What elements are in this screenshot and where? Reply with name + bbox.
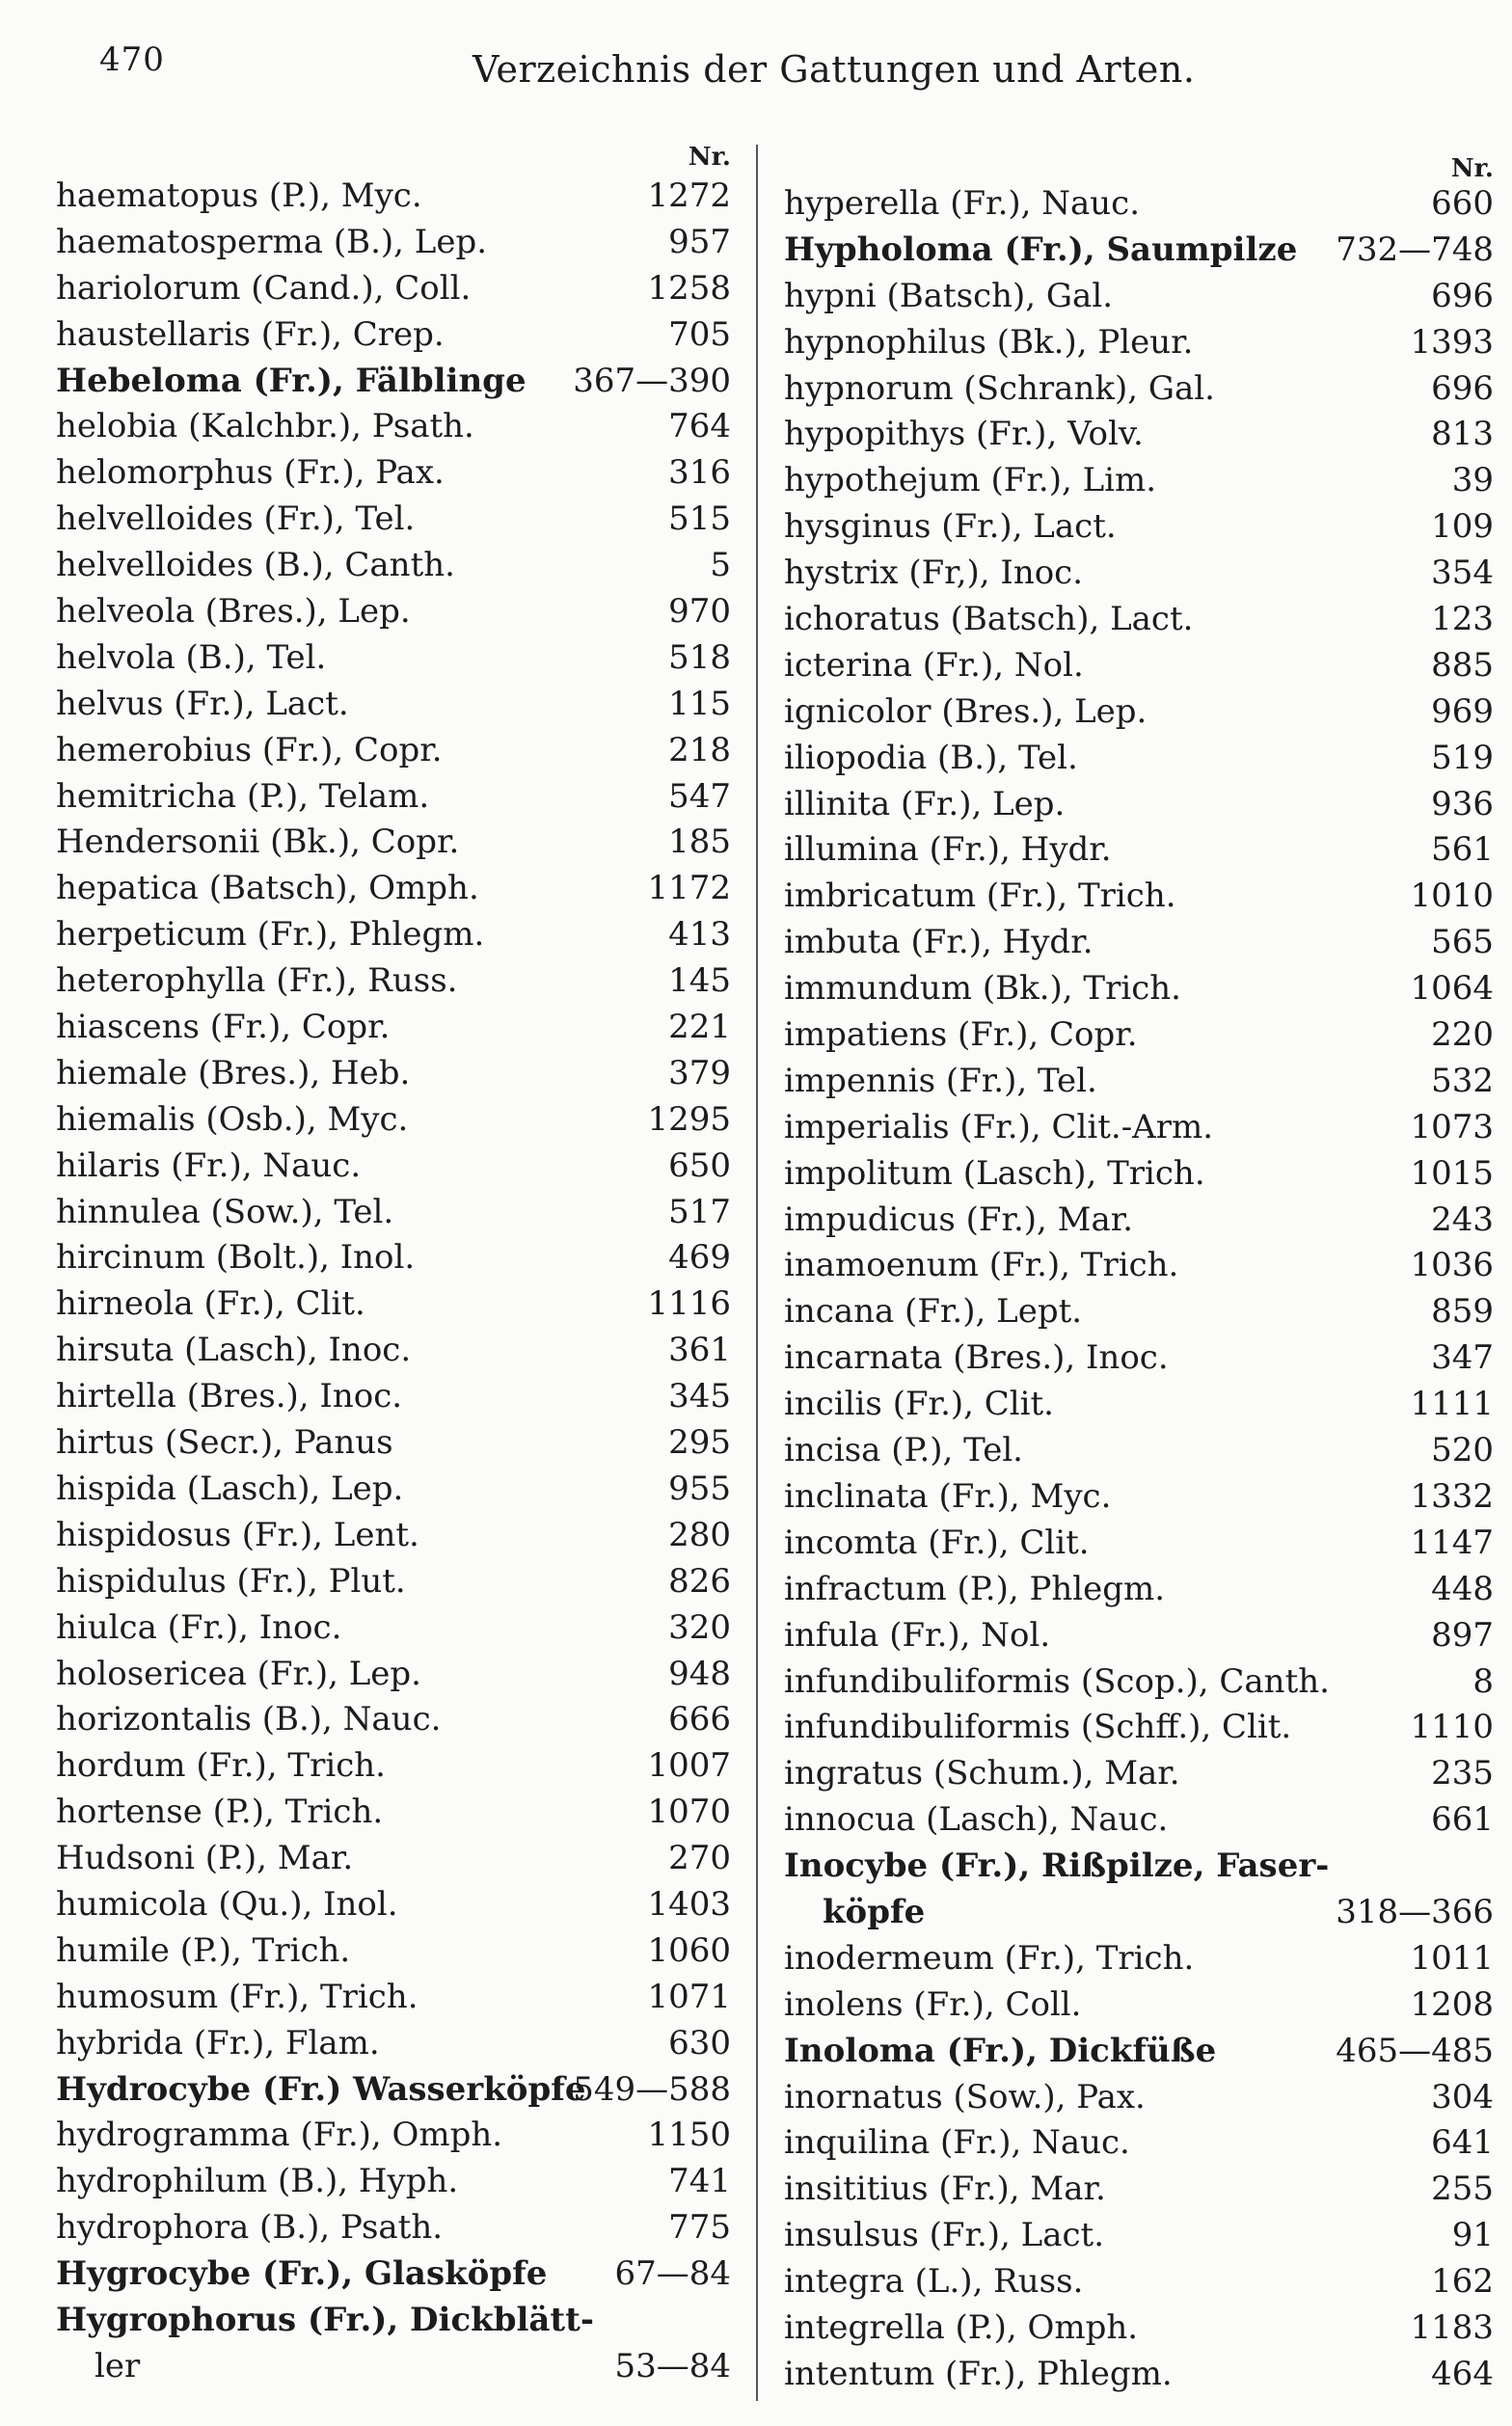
genus-entry xyxy=(784,1844,1494,1890)
entry-number: 91 xyxy=(1451,2216,1494,2255)
species-entry xyxy=(784,1428,1494,1474)
entry-name: hariolorum (Cand.), Coll. xyxy=(56,268,472,308)
entry-name: inodermeum (Fr.), Trich. xyxy=(784,1938,1195,1978)
entry-number: 1295 xyxy=(647,1099,731,1139)
entry-name: horizontalis (B.), Nauc. xyxy=(56,1700,442,1739)
species-entry xyxy=(784,1705,1494,1751)
entry-number: 957 xyxy=(668,222,731,261)
species-entry xyxy=(784,1936,1494,1982)
species-entry xyxy=(56,220,731,266)
entry-number: 775 xyxy=(668,2208,731,2248)
index-column-right xyxy=(784,154,1494,2398)
entry-name: insititius (Fr.), Mar. xyxy=(784,2170,1106,2209)
entry-name: hysginus (Fr.), Lact. xyxy=(784,507,1117,547)
entry-name: herpeticum (Fr.), Phlegm. xyxy=(56,915,485,955)
entry-name: immundum (Bk.), Trich. xyxy=(784,969,1181,1009)
entry-name: helvola (B.), Tel. xyxy=(56,637,327,677)
species-entry xyxy=(56,1836,731,1882)
entry-number: 1172 xyxy=(647,869,731,908)
entry-name: helobia (Kalchbr.), Psath. xyxy=(56,407,474,446)
entry-name: integrella (P.), Omph. xyxy=(784,2307,1139,2347)
entry-number: 413 xyxy=(668,915,731,955)
species-entry xyxy=(784,966,1494,1012)
species-entry xyxy=(56,1420,731,1467)
entry-number: 218 xyxy=(668,730,731,769)
entry-number: 304 xyxy=(1431,2077,1494,2116)
entry-number: 185 xyxy=(668,822,731,862)
entry-number: 1011 xyxy=(1410,1938,1494,1978)
entry-number: 705 xyxy=(668,314,731,354)
entry-number: 1110 xyxy=(1410,1708,1494,1747)
species-entry xyxy=(56,635,731,682)
entry-number: 859 xyxy=(1431,1292,1494,1332)
entry-name: hirtella (Bres.), Inoc. xyxy=(56,1377,403,1416)
entry-number: 897 xyxy=(1431,1615,1494,1655)
entry-name: haematosperma (B.), Lep. xyxy=(56,222,488,261)
genus-entry xyxy=(784,2029,1494,2075)
entry-number: 520 xyxy=(1431,1431,1494,1470)
entry-number: 696 xyxy=(1431,276,1494,315)
entry-number: 1332 xyxy=(1410,1476,1494,1516)
entry-name: impudicus (Fr.), Mar. xyxy=(784,1200,1134,1239)
species-entry xyxy=(784,1982,1494,2029)
entry-number: 243 xyxy=(1431,1200,1494,1239)
species-entry xyxy=(784,274,1494,320)
entry-number: 5 xyxy=(710,546,731,585)
entry-name: humosum (Fr.), Trich. xyxy=(56,1977,418,2016)
entry-name: hydrophora (B.), Psath. xyxy=(56,2208,444,2248)
entry-number: 347 xyxy=(1431,1338,1494,1378)
species-entry xyxy=(784,504,1494,551)
genus-entry xyxy=(56,2067,731,2114)
entry-name: hemerobius (Fr.), Copr. xyxy=(56,730,443,769)
entry-number: 1111 xyxy=(1410,1385,1494,1424)
entry-number: 561 xyxy=(1431,830,1494,870)
entry-number: 519 xyxy=(1431,738,1494,777)
entry-name: hydrophilum (B.), Hyph. xyxy=(56,2162,459,2201)
entry-name: hybrida (Fr.), Flam. xyxy=(56,2023,380,2062)
species-entry xyxy=(56,404,731,450)
entry-name: helvus (Fr.), Lact. xyxy=(56,684,349,723)
entry-name: impennis (Fr.), Tel. xyxy=(784,1061,1097,1100)
entry-number: 741 xyxy=(668,2162,731,2201)
entry-name: holosericea (Fr.), Lep. xyxy=(56,1654,421,1693)
species-entry xyxy=(56,497,731,543)
entry-name: Hygrocybe (Fr.), Glasköpfe xyxy=(56,2254,548,2294)
species-entry xyxy=(56,1281,731,1328)
species-entry xyxy=(784,366,1494,413)
entry-name: icterina (Fr.), Nol. xyxy=(784,645,1084,685)
entry-name: infula (Fr.), Nol. xyxy=(784,1615,1051,1655)
entry-number: 666 xyxy=(668,1700,731,1739)
species-entry xyxy=(784,1151,1494,1198)
entry-name: hiulca (Fr.), Inoc. xyxy=(56,1607,342,1647)
entry-number: 630 xyxy=(668,2023,731,2062)
entry-name: hyperella (Fr.), Nauc. xyxy=(784,184,1141,223)
species-entry xyxy=(784,1289,1494,1335)
entry-name: hordum (Fr.), Trich. xyxy=(56,1746,386,1786)
entry-number: 145 xyxy=(668,961,731,1001)
entry-name: helomorphus (Fr.), Pax. xyxy=(56,453,445,493)
entry-number: 1272 xyxy=(647,176,731,215)
entry-number: 1015 xyxy=(1410,1153,1494,1193)
entry-number: 948 xyxy=(668,1654,731,1693)
entry-name: ler xyxy=(94,2346,141,2386)
species-entry xyxy=(56,1743,731,1790)
entry-number: 813 xyxy=(1431,415,1494,454)
entry-number: 1403 xyxy=(647,1884,731,1924)
species-entry xyxy=(784,643,1494,689)
species-entry xyxy=(784,2075,1494,2121)
entry-name: iliopodia (B.), Tel. xyxy=(784,738,1078,777)
entry-number: 955 xyxy=(668,1469,731,1508)
species-entry xyxy=(784,827,1494,874)
entry-number: 123 xyxy=(1431,600,1494,639)
entry-number: 361 xyxy=(668,1331,731,1370)
species-entry xyxy=(784,2352,1494,2398)
entry-name: innocua (Lasch), Nauc. xyxy=(784,1800,1169,1840)
entry-name: hiemale (Bres.), Heb. xyxy=(56,1053,411,1092)
entry-name: hemitricha (P.), Telam. xyxy=(56,776,430,816)
species-entry xyxy=(784,2120,1494,2167)
entry-number: 109 xyxy=(1431,507,1494,547)
index-column-left xyxy=(56,143,731,2390)
species-entry xyxy=(784,1059,1494,1105)
entry-number: 1064 xyxy=(1410,969,1494,1009)
entry-name: hystrix (Fr,), Inoc. xyxy=(784,553,1084,593)
entry-name: infractum (P.), Phlegm. xyxy=(784,1569,1166,1608)
entry-number: 1073 xyxy=(1410,1107,1494,1146)
entry-number: 367—390 xyxy=(573,361,731,400)
entry-name: incomta (Fr.), Clit. xyxy=(784,1523,1090,1562)
entry-number: 345 xyxy=(668,1377,731,1416)
species-entry xyxy=(784,1521,1494,1567)
species-entry xyxy=(784,2305,1494,2352)
entry-number: 379 xyxy=(668,1053,731,1092)
entry-name: heterophylla (Fr.), Russ. xyxy=(56,961,458,1001)
entry-name: Hendersonii (Bk.), Copr. xyxy=(56,822,460,862)
entry-number: 235 xyxy=(1431,1754,1494,1793)
species-entry xyxy=(56,1005,731,1051)
entry-name: ingratus (Schum.), Mar. xyxy=(784,1754,1180,1793)
species-entry xyxy=(784,2213,1494,2259)
entry-list xyxy=(784,181,1494,2398)
entry-number: 732—748 xyxy=(1336,229,1494,269)
entry-number: 1116 xyxy=(647,1284,731,1324)
genus-entry xyxy=(784,228,1494,274)
entry-name: imbuta (Fr.), Hydr. xyxy=(784,923,1094,962)
species-entry xyxy=(56,958,731,1005)
entry-number: 162 xyxy=(1431,2262,1494,2302)
entry-number: 660 xyxy=(1431,184,1494,223)
entry-name: humile (P.), Trich. xyxy=(56,1930,351,1970)
species-entry xyxy=(56,2021,731,2067)
entry-name: ichoratus (Batsch), Lact. xyxy=(784,600,1194,639)
entry-name: haustellaris (Fr.), Crep. xyxy=(56,314,445,354)
entry-name: hispidulus (Fr.), Plut. xyxy=(56,1561,406,1601)
entry-number: 1007 xyxy=(647,1746,731,1786)
entry-number: 549—588 xyxy=(573,2069,731,2109)
entry-number: 465—485 xyxy=(1336,2031,1494,2070)
genus-entry xyxy=(56,2298,731,2344)
entry-name: Hygrophorus (Fr.), Dickblätt- xyxy=(56,2300,594,2339)
entry-number: 650 xyxy=(668,1146,731,1185)
entry-name: Hydrocybe (Fr.) Wasserköpfe xyxy=(56,2069,586,2109)
species-entry xyxy=(784,1751,1494,1797)
species-entry xyxy=(56,1374,731,1420)
entry-number: 661 xyxy=(1431,1800,1494,1840)
species-entry xyxy=(784,181,1494,228)
species-entry xyxy=(784,412,1494,458)
entry-name: infundibuliformis (Schff.), Clit. xyxy=(784,1708,1292,1747)
entry-name: hypnophilus (Bk.), Pleur. xyxy=(784,322,1194,362)
entry-number: 354 xyxy=(1431,553,1494,593)
entry-name: Inocybe (Fr.), Rißpilze, Faser- xyxy=(784,1846,1330,1886)
running-head: Verzeichnis der Gattungen und Arten. xyxy=(472,48,1196,91)
species-entry xyxy=(56,2159,731,2205)
entry-number: 515 xyxy=(668,499,731,539)
species-entry xyxy=(784,1659,1494,1706)
species-entry xyxy=(56,2205,731,2251)
entry-name: hiascens (Fr.), Copr. xyxy=(56,1008,391,1047)
species-entry xyxy=(784,2167,1494,2213)
entry-name: intentum (Fr.), Phlegm. xyxy=(784,2354,1173,2393)
species-entry xyxy=(784,1382,1494,1428)
entry-number: 318—366 xyxy=(1336,1892,1494,1931)
entry-name: hircinum (Bolt.), Inol. xyxy=(56,1238,416,1278)
entry-name: hydrogramma (Fr.), Omph. xyxy=(56,2116,503,2155)
entry-name: impatiens (Fr.), Copr. xyxy=(784,1015,1138,1055)
entry-number: 1183 xyxy=(1410,2307,1494,2347)
species-entry xyxy=(784,1567,1494,1613)
entry-name: hepatica (Batsch), Omph. xyxy=(56,869,479,908)
entry-name: hypni (Batsch), Gal. xyxy=(784,276,1114,315)
entry-number: 8 xyxy=(1472,1661,1494,1701)
entry-name: köpfe xyxy=(823,1892,926,1931)
entry-number: 1150 xyxy=(647,2116,731,2155)
entry-number: 1147 xyxy=(1410,1523,1494,1562)
entry-number: 936 xyxy=(1431,784,1494,823)
entry-number: 316 xyxy=(668,453,731,493)
species-entry xyxy=(56,1652,731,1698)
species-entry xyxy=(56,543,731,589)
species-entry xyxy=(784,551,1494,597)
entry-name: illinita (Fr.), Lep. xyxy=(784,784,1066,823)
entry-name: hinnulea (Sow.), Tel. xyxy=(56,1192,394,1231)
species-entry xyxy=(784,1243,1494,1289)
species-entry xyxy=(56,1975,731,2021)
entry-number: 1393 xyxy=(1410,322,1494,362)
entry-name: helvelloides (B.), Canth. xyxy=(56,546,455,585)
entry-name: Hypholoma (Fr.), Saumpilze xyxy=(784,229,1298,269)
species-entry xyxy=(784,1105,1494,1151)
entry-number: 885 xyxy=(1431,645,1494,685)
entry-number: 532 xyxy=(1431,1061,1494,1100)
genus-entry xyxy=(784,1890,1494,1936)
entry-name: illumina (Fr.), Hydr. xyxy=(784,830,1112,870)
entry-name: impolitum (Lasch), Trich. xyxy=(784,1153,1205,1193)
species-entry xyxy=(56,1235,731,1281)
entry-name: hypopithys (Fr.), Volv. xyxy=(784,415,1144,454)
entry-number: 826 xyxy=(668,1561,731,1601)
species-entry xyxy=(56,450,731,497)
entry-number: 295 xyxy=(668,1423,731,1463)
entry-number: 517 xyxy=(668,1192,731,1231)
species-entry xyxy=(784,320,1494,366)
species-entry xyxy=(56,912,731,958)
species-entry xyxy=(56,1882,731,1928)
entry-list xyxy=(56,174,731,2390)
species-entry xyxy=(784,874,1494,920)
column-divider xyxy=(756,145,758,2401)
species-entry xyxy=(56,820,731,866)
entry-number: 270 xyxy=(668,1839,731,1878)
page-number: 470 xyxy=(99,40,165,79)
species-entry xyxy=(56,1467,731,1513)
species-entry xyxy=(784,1012,1494,1059)
entry-name: incarnata (Bres.), Inoc. xyxy=(784,1338,1169,1378)
entry-name: hypnorum (Schrank), Gal. xyxy=(784,368,1215,408)
entry-number: 1258 xyxy=(647,268,731,308)
entry-name: infundibuliformis (Scop.), Canth. xyxy=(784,1661,1330,1701)
species-entry xyxy=(56,1697,731,1743)
entry-number: 518 xyxy=(668,637,731,677)
species-entry xyxy=(56,1605,731,1652)
entry-name: helveola (Bres.), Lep. xyxy=(56,592,411,632)
entry-name: humicola (Qu.), Inol. xyxy=(56,1884,398,1924)
entry-number: 1071 xyxy=(647,1977,731,2016)
species-entry xyxy=(56,1190,731,1236)
species-entry xyxy=(56,866,731,912)
entry-name: incisa (P.), Tel. xyxy=(784,1431,1023,1470)
entry-name: incilis (Fr.), Clit. xyxy=(784,1385,1054,1424)
entry-name: Hudsoni (P.), Mar. xyxy=(56,1839,354,1878)
genus-entry xyxy=(56,2251,731,2298)
species-entry xyxy=(784,782,1494,828)
entry-name: hispida (Lasch), Lep. xyxy=(56,1469,404,1508)
entry-name: hilaris (Fr.), Nauc. xyxy=(56,1146,362,1185)
entry-name: Inoloma (Fr.), Dickfüße xyxy=(784,2031,1217,2070)
species-entry xyxy=(56,1144,731,1190)
entry-name: imbricatum (Fr.), Trich. xyxy=(784,876,1176,916)
entry-number: 469 xyxy=(668,1238,731,1278)
genus-entry xyxy=(56,359,731,405)
column-header-nr: Nr. xyxy=(1450,154,1494,183)
species-entry xyxy=(784,689,1494,736)
entry-number: 39 xyxy=(1451,461,1494,500)
species-entry xyxy=(56,2113,731,2159)
entry-number: 255 xyxy=(1431,2170,1494,2209)
entry-number: 67—84 xyxy=(614,2254,731,2294)
species-entry xyxy=(56,1790,731,1836)
species-entry xyxy=(56,312,731,359)
entry-number: 320 xyxy=(668,1607,731,1647)
entry-name: hiemalis (Osb.), Myc. xyxy=(56,1099,409,1139)
entry-name: inquilina (Fr.), Nauc. xyxy=(784,2123,1130,2163)
species-entry xyxy=(56,774,731,821)
entry-number: 1010 xyxy=(1410,876,1494,916)
species-entry xyxy=(56,1559,731,1605)
entry-name: inclinata (Fr.), Myc. xyxy=(784,1476,1112,1516)
entry-name: integra (L.), Russ. xyxy=(784,2262,1084,2302)
entry-number: 764 xyxy=(668,407,731,446)
species-entry xyxy=(56,266,731,312)
species-entry xyxy=(56,174,731,220)
species-entry xyxy=(56,1328,731,1374)
entry-name: hirsuta (Lasch), Inoc. xyxy=(56,1331,412,1370)
species-entry xyxy=(784,1335,1494,1382)
entry-number: 1036 xyxy=(1410,1246,1494,1285)
species-entry xyxy=(56,1097,731,1144)
entry-number: 547 xyxy=(668,776,731,816)
species-entry xyxy=(784,2259,1494,2305)
entry-name: hypothejum (Fr.), Lim. xyxy=(784,461,1157,500)
column-header-nr: Nr. xyxy=(688,143,731,172)
entry-number: 1208 xyxy=(1410,1984,1494,2024)
entry-name: incana (Fr.), Lept. xyxy=(784,1292,1083,1332)
species-entry xyxy=(56,2344,731,2390)
entry-name: ignicolor (Bres.), Lep. xyxy=(784,691,1148,731)
entry-name: inamoenum (Fr.), Trich. xyxy=(784,1246,1179,1285)
species-entry xyxy=(784,1613,1494,1659)
entry-name: hirneola (Fr.), Clit. xyxy=(56,1284,365,1324)
entry-name: hortense (P.), Trich. xyxy=(56,1793,384,1832)
species-entry xyxy=(56,682,731,728)
species-entry xyxy=(784,458,1494,504)
entry-number: 464 xyxy=(1431,2354,1494,2393)
entry-number: 280 xyxy=(668,1515,731,1554)
entry-name: hispidosus (Fr.), Lent. xyxy=(56,1515,419,1554)
entry-number: 115 xyxy=(668,684,731,723)
species-entry xyxy=(56,1513,731,1559)
entry-name: hirtus (Secr.), Panus xyxy=(56,1423,393,1463)
entry-name: inolens (Fr.), Coll. xyxy=(784,1984,1082,2024)
entry-number: 641 xyxy=(1431,2123,1494,2163)
species-entry xyxy=(784,1198,1494,1244)
species-entry xyxy=(784,920,1494,966)
species-entry xyxy=(784,1797,1494,1844)
species-entry xyxy=(56,589,731,635)
entry-number: 53—84 xyxy=(614,2346,731,2386)
entry-number: 221 xyxy=(668,1008,731,1047)
species-entry xyxy=(784,736,1494,782)
species-entry xyxy=(56,1928,731,1975)
entry-name: insulsus (Fr.), Lact. xyxy=(784,2216,1105,2255)
entry-number: 1070 xyxy=(647,1793,731,1832)
entry-name: Hebeloma (Fr.), Fälblinge xyxy=(56,361,526,400)
entry-number: 220 xyxy=(1431,1015,1494,1055)
entry-name: helvelloides (Fr.), Tel. xyxy=(56,499,416,539)
entry-name: haematopus (P.), Myc. xyxy=(56,176,422,215)
entry-name: inornatus (Sow.), Pax. xyxy=(784,2077,1146,2116)
species-entry xyxy=(784,1474,1494,1521)
entry-number: 970 xyxy=(668,592,731,632)
species-entry xyxy=(784,597,1494,643)
entry-number: 448 xyxy=(1431,1569,1494,1608)
entry-number: 1060 xyxy=(647,1930,731,1970)
entry-number: 969 xyxy=(1431,691,1494,731)
species-entry xyxy=(56,728,731,774)
entry-number: 565 xyxy=(1431,923,1494,962)
species-entry xyxy=(56,1051,731,1097)
entry-number: 696 xyxy=(1431,368,1494,408)
entry-name: imperialis (Fr.), Clit.-Arm. xyxy=(784,1107,1214,1146)
